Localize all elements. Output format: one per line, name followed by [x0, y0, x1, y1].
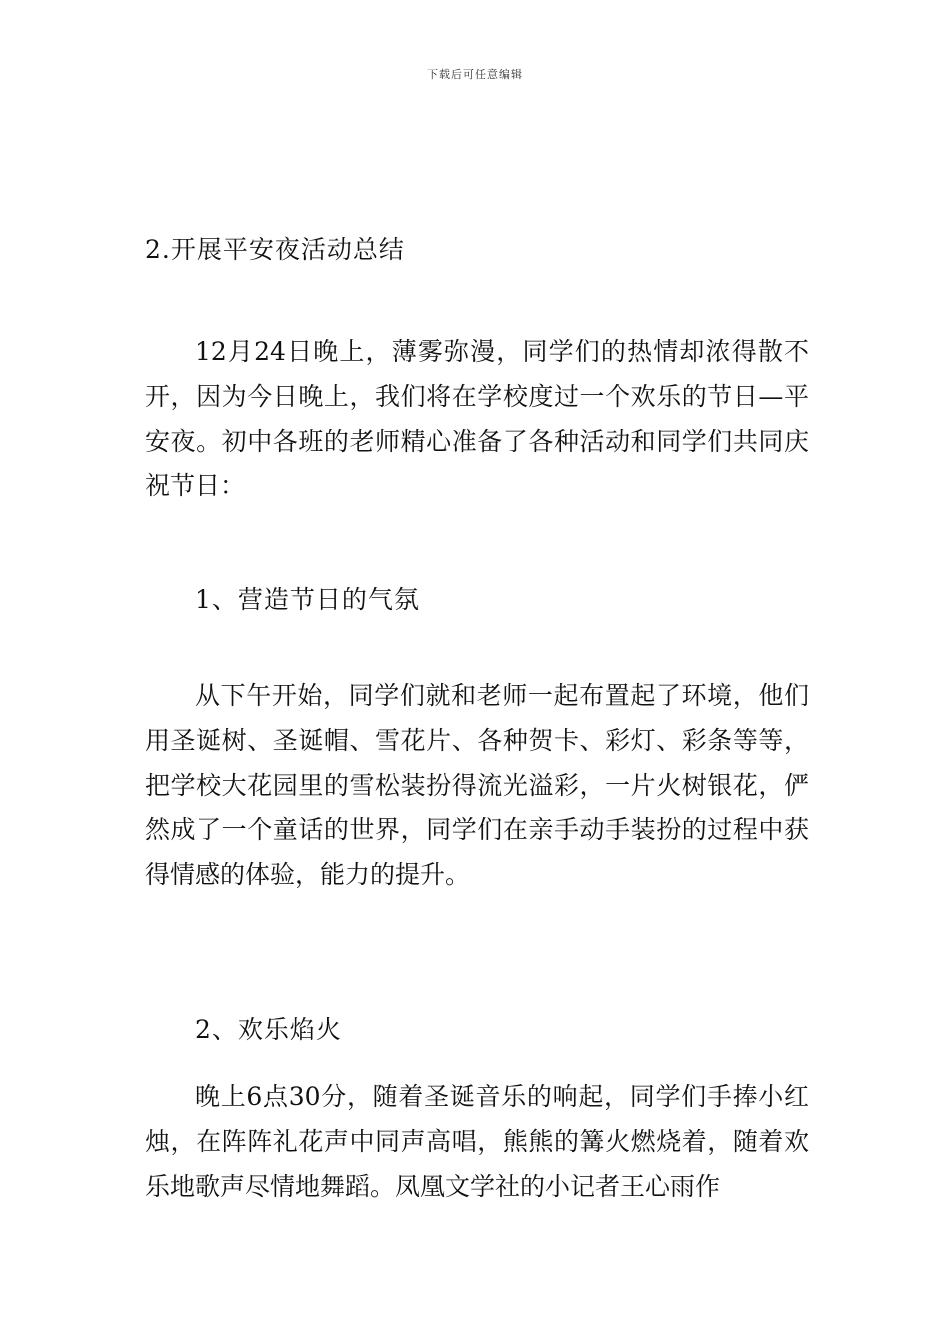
paragraph-decoration: 从下午开始，同学们就和老师一起布置起了环境，他们用圣诞树、圣诞帽、雪花片、各种贺卡、彩灯、彩条等等，把学校大花园里的雪松装扮得流光溢彩，一片火树银花，俨然成了一个童话的世界，同学们在亲手动手装扮的过程中获得情感的体验，能力的提升。 — [145, 681, 809, 890]
subheading-fireworks: 2、欢乐焰火 — [195, 1015, 342, 1044]
subheading-atmosphere: 1、营造节日的气氛 — [195, 585, 420, 614]
page-header-note: 下载后可任意编辑 — [427, 68, 523, 81]
paragraph-evening: 晚上6点30分，随着圣诞音乐的响起，同学们手捧小红烛，在阵阵礼花声中同声高唱，熊熊的篝火燃烧着，随着欢乐地歌声尽情地舞蹈。凤凰文学社的小记者王心雨作 — [145, 1082, 809, 1201]
paragraph-intro: 12月24日晚上，薄雾弥漫，同学们的热情却浓得散不开，因为今日晚上，我们将在学校度过一个欢乐的节日—平安夜。初中各班的老师精心准备了各种活动和同学们共同庆祝节日： — [145, 337, 809, 501]
section-title: 2.开展平安夜活动总结 — [145, 235, 405, 264]
